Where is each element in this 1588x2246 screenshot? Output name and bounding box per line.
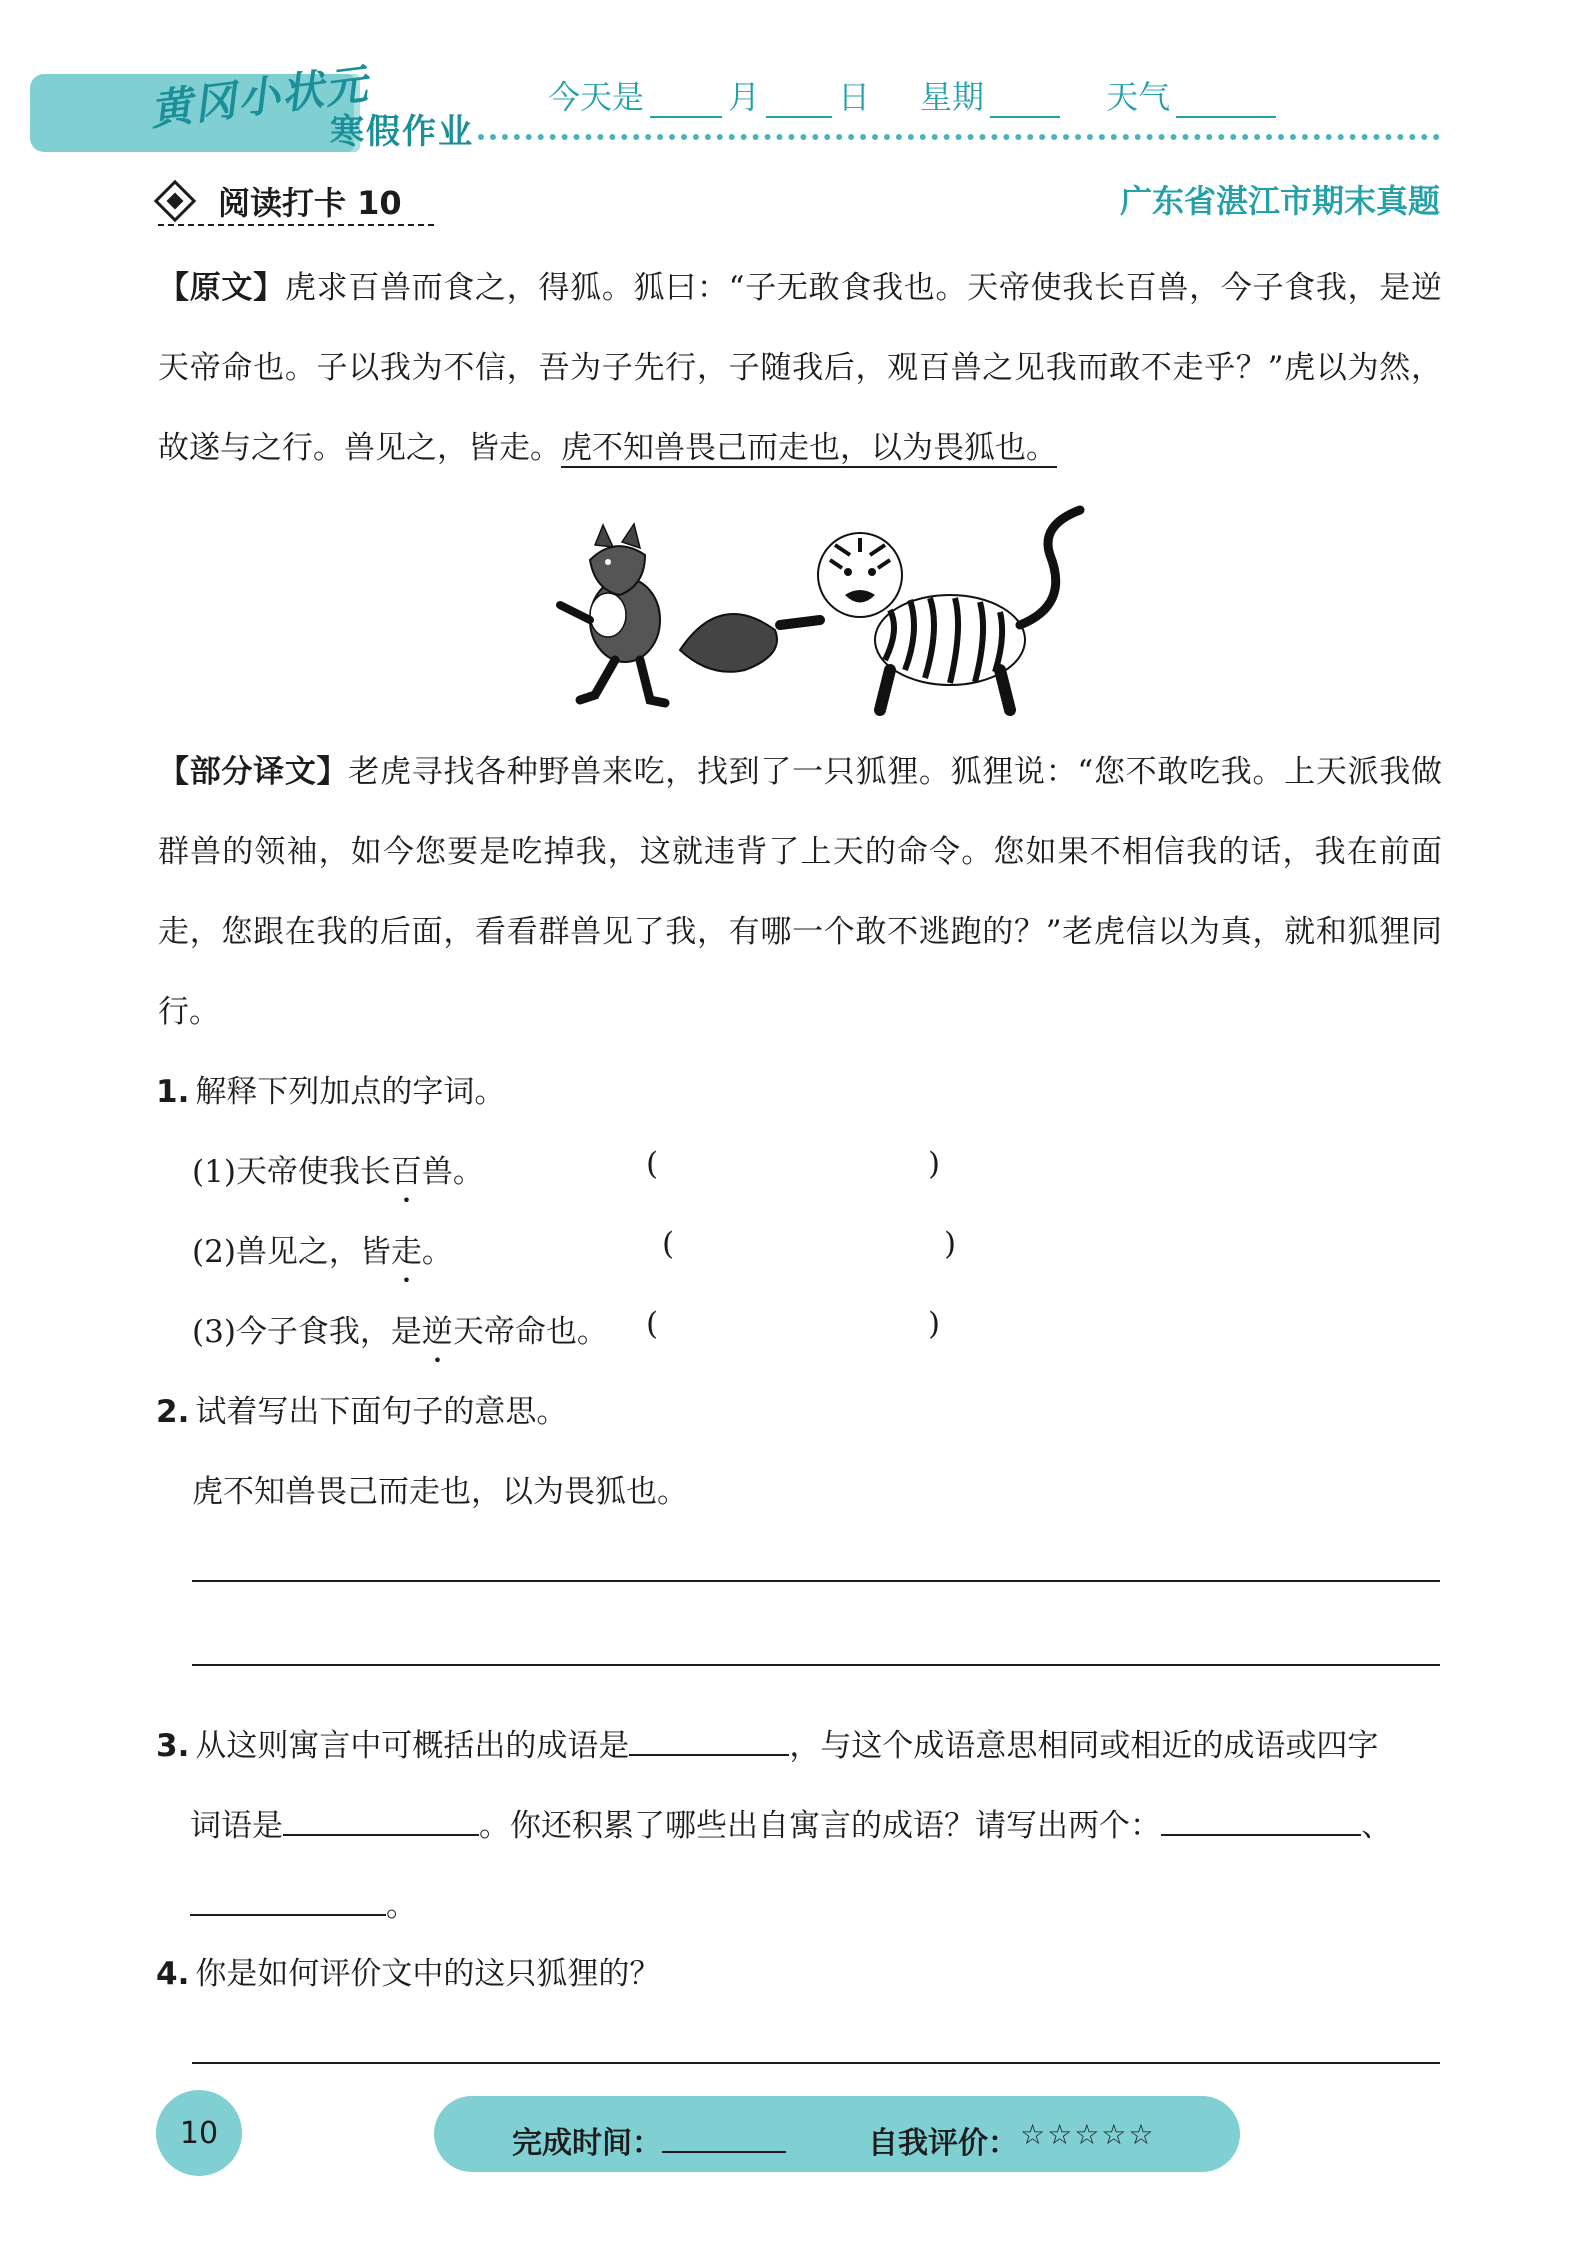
question-4	[156, 1948, 660, 1993]
question-2-number: 2.	[156, 1394, 190, 1430]
q1-item-1	[192, 1146, 484, 1191]
self-eval-label: 自我评价：	[868, 2126, 1018, 2161]
original-underlined-sentence: 虎不知兽畏己而走也，以为畏狐也。	[561, 430, 1057, 466]
weekday-field[interactable]	[990, 84, 1060, 118]
translation-passage	[158, 732, 1442, 1052]
q1-item-1-answer[interactable]	[670, 1146, 920, 1182]
brand-subtitle: 寒假作业	[330, 112, 474, 152]
q1-item-3-answer[interactable]	[670, 1306, 920, 1342]
q1-item-3-open-paren: (	[646, 1306, 659, 1342]
header-dotted-divider	[478, 134, 1440, 140]
tiger-icon	[780, 510, 1080, 710]
q3-example-blank-2[interactable]	[190, 1884, 386, 1916]
question-3-part2: ，与这个成语意思相同或相近的成语或四字	[789, 1728, 1379, 1764]
date-prefix: 今天是	[548, 78, 645, 116]
q1-item-3-dotted: 逆	[421, 1314, 453, 1350]
translation-text: 老虎寻找各种野兽来吃，找到了一只狐狸。狐狸说：“您不敢吃我。上天派我做群兽的领袖，如今您要是吃掉我，这就违背了上天的命令。您如果不相信我的话，我在前面走，您跟在我的后面，看看群兽见了我，有哪一个敢不逃跑的？”老虎信以为真，就和狐狸同行。	[158, 754, 1442, 1030]
q1-item-1-dotted: 长百兽	[359, 1154, 453, 1190]
question-1-text: 解释下列加点的字词。	[195, 1074, 506, 1110]
question-3-part1: 从这则寓言中可概括出的成语是	[195, 1728, 630, 1764]
question-4-text: 你是如何评价文中的这只狐狸的？	[195, 1956, 661, 1992]
date-row	[548, 72, 1282, 118]
page-number: 10	[156, 2090, 242, 2176]
q1-item-1-open-paren: (	[646, 1146, 659, 1182]
self-eval-stars[interactable]: ☆☆☆☆☆	[1020, 2118, 1156, 2151]
question-3-number: 3.	[156, 1728, 190, 1764]
original-passage	[158, 248, 1442, 488]
q3-similar-blank[interactable]	[283, 1804, 479, 1836]
q1-item-1-post: 。	[452, 1154, 484, 1190]
q4-answer-line[interactable]	[192, 2062, 1440, 2064]
q1-item-2-pre: (2)兽见之，皆	[192, 1234, 391, 1270]
question-3-part3: 词语是	[190, 1808, 283, 1844]
brand-logo: 黄冈小状元	[147, 59, 372, 135]
q1-item-1-close-paren: )	[928, 1146, 941, 1182]
original-tag: 【原文】	[158, 270, 285, 306]
source-tag: 广东省湛江市期末真题	[1119, 182, 1440, 220]
completion-time-field[interactable]	[662, 2121, 786, 2153]
fox-icon	[560, 524, 777, 703]
q1-item-2-answer[interactable]	[686, 1226, 936, 1262]
question-2	[156, 1386, 567, 1431]
q1-item-2-post: 。	[421, 1234, 453, 1270]
q1-item-2	[192, 1226, 453, 1271]
month-label: 月	[728, 78, 761, 116]
day-field[interactable]	[766, 84, 832, 118]
weather-label: 天气	[1106, 78, 1171, 116]
day-label: 日	[838, 78, 871, 116]
fox-and-tiger-illustration	[530, 500, 1090, 720]
section-title: 阅读打卡 10	[218, 184, 402, 222]
question-3	[156, 1706, 1446, 1946]
weather-field[interactable]	[1176, 84, 1276, 118]
translation-tag: 【部分译文】	[158, 754, 349, 790]
q1-item-3-pre: (3)今子食我，是	[192, 1314, 422, 1350]
q2-answer-line-1[interactable]	[192, 1580, 1440, 1582]
question-3-part4: 。你还积累了哪些出自寓言的成语？请写出两个：	[479, 1808, 1161, 1844]
title-underline	[158, 224, 438, 226]
month-field[interactable]	[650, 84, 722, 118]
completion-time-label: 完成时间：	[512, 2126, 662, 2161]
question-1	[156, 1066, 505, 1111]
question-3-sep: 、	[1361, 1808, 1392, 1844]
completion-time	[512, 2118, 786, 2162]
q2-answer-line-2[interactable]	[192, 1664, 1440, 1666]
question-2-sentence: 虎不知兽畏己而走也，以为畏狐也。	[192, 1474, 688, 1510]
weekday-label: 星期	[920, 78, 985, 116]
q1-item-2-open-paren: (	[662, 1226, 675, 1262]
question-3-end: 。	[386, 1888, 417, 1924]
question-2-text: 试着写出下面句子的意思。	[195, 1394, 568, 1430]
question-1-number: 1.	[156, 1074, 190, 1110]
q1-item-3-close-paren: )	[928, 1306, 941, 1342]
original-text: 虎求百兽而食之，得狐。狐曰：“子无敢食我也。天帝使我长百兽，今子食我，是逆天帝命也。子以我为不信，吾为子先行，子随我后，观百兽之见我而敢不走乎？”虎以为然，故遂与之行。兽见之，皆走。	[158, 270, 1442, 466]
question-4-number: 4.	[156, 1956, 190, 1992]
q3-idiom-blank[interactable]	[629, 1724, 789, 1756]
q3-example-blank-1[interactable]	[1161, 1804, 1361, 1836]
q1-item-2-close-paren: )	[944, 1226, 957, 1262]
q1-item-1-pre: (1)天帝使我	[192, 1154, 360, 1190]
q1-item-2-dotted: 走	[390, 1234, 422, 1270]
q1-item-3	[192, 1306, 608, 1351]
q1-item-3-post: 天帝命也。	[452, 1314, 608, 1350]
diamond-icon	[154, 180, 196, 222]
